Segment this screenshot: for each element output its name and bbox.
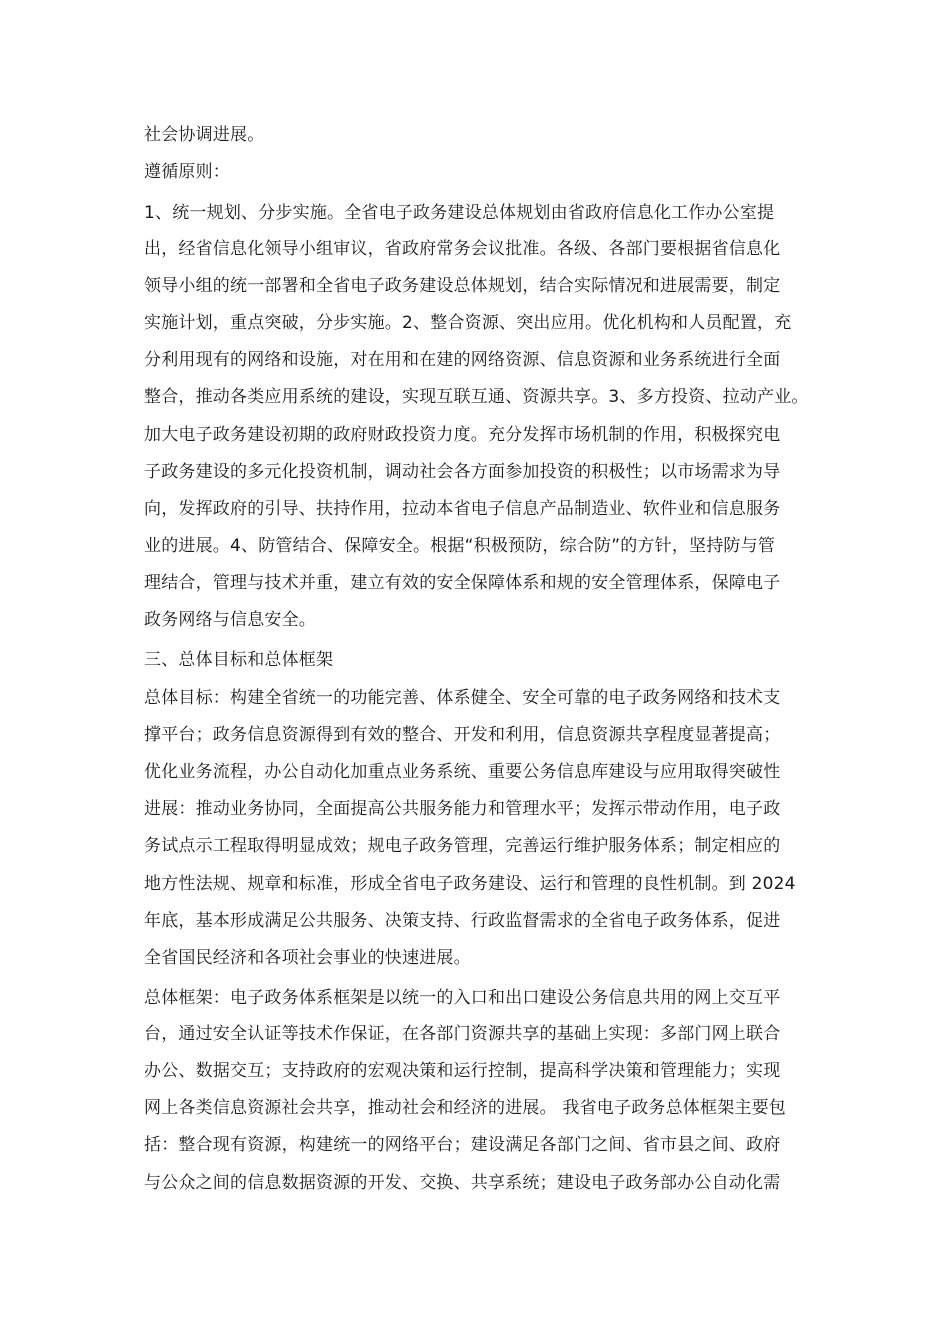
text-line: 向，发挥政府的引导、扶持作用，拉动本省电子信息产品制造业、软件业和信息服务 — [144, 499, 781, 519]
text-line: 子政务建设的多元化投资机制，调动社会各方面参加投资的积极性；以市场需求为导 — [144, 462, 781, 482]
text-line: 全省国民经济和各项社会事业的快速进展。 — [144, 948, 471, 968]
text-line: 务试点示工程取得明显成效；规电子政务管理，完善运行维护服务体系；制定相应的 — [144, 836, 781, 856]
text-line: 优化业务流程，办公自动化加重点业务系统、重要公务信息库建设与应用取得突破性 — [144, 762, 781, 782]
text-line: 进展：推动业务协同，全面提高公共服务能力和管理水平；发挥示带动作用，电子政 — [144, 799, 781, 819]
text-line: 总体框架：电子政务体系框架是以统一的入口和出口建设公务信息共用的网上交互平 — [144, 988, 781, 1008]
text-line: 领导小组的统一部署和全省电子政务建设总体规划，结合实际情况和进展需要，制定 — [144, 276, 781, 296]
text-line: 1、统一规划、分步实施。全省电子政务建设总体规划由省政府信息化工作办公室提 — [144, 203, 775, 223]
text-line: 分利用现有的网络和设施，对在用和在建的网络资源、信息资源和业务系统进行全面 — [144, 350, 781, 370]
text-line: 地方性法规、规章和标准，形成全省电子政务建设、运行和管理的良性机制。到 2024 — [144, 874, 796, 894]
text-line: 加大电子政务建设初期的政府财政投资力度。充分发挥市场机制的作用，积极探究电 — [144, 425, 781, 445]
text-line: 理结合，管理与技术并重，建立有效的安全保障体系和规的安全管理体系，保障电子 — [144, 573, 781, 593]
text-line: 业的进展。4、防管结合、保障安全。根据“积极预防，综合防”的方针，坚持防与管 — [144, 536, 776, 556]
text-line: 政务网络与信息安全。 — [144, 610, 316, 630]
text-line: 社会协调进展。 — [144, 125, 265, 145]
text-line: 实施计划，重点突破，分步实施。2、整合资源、突出应用。优化机构和人员配置，充 — [144, 313, 792, 333]
text-line: 台，通过安全认证等技术作保证，在各部门资源共享的基础上实现：多部门网上联合 — [144, 1024, 781, 1044]
text-line: 总体目标：构建全省统一的功能完善、体系健全、安全可靠的电子政务网络和技术支 — [144, 688, 781, 708]
section-heading: 三、总体目标和总体框架 — [144, 650, 334, 670]
text-line: 年底，基本形成满足公共服务、决策支持、行政监督需求的全省电子政务体系，促进 — [144, 911, 781, 931]
text-line: 括：整合现有资源，构建统一的网络平台；建设满足各部门之间、省市县之间、政府 — [144, 1135, 781, 1155]
text-line: 撑平台；政务信息资源得到有效的整合、开发和利用，信息资源共享程度显著提高； — [144, 725, 781, 745]
text-line: 网上各类信息资源社会共享，推动社会和经济的进展。 我省电子政务总体框架主要包 — [144, 1098, 787, 1118]
text-line: 办公、数据交互；支持政府的宏观决策和运行控制，提高科学决策和管理能力；实现 — [144, 1061, 781, 1081]
text-line: 出，经省信息化领导小组审议，省政府常务会议批准。各级、各部门要根据省信息化 — [144, 239, 781, 259]
text-line: 与公众之间的信息数据资源的开发、交换、共享系统；建设电子政务部办公自动化需 — [144, 1173, 781, 1193]
text-line: 整合，推动各类应用系统的建设，实现互联互通、资源共享。3、多方投资、拉动产业。 — [144, 387, 809, 407]
text-line: 遵循原则： — [144, 162, 230, 182]
